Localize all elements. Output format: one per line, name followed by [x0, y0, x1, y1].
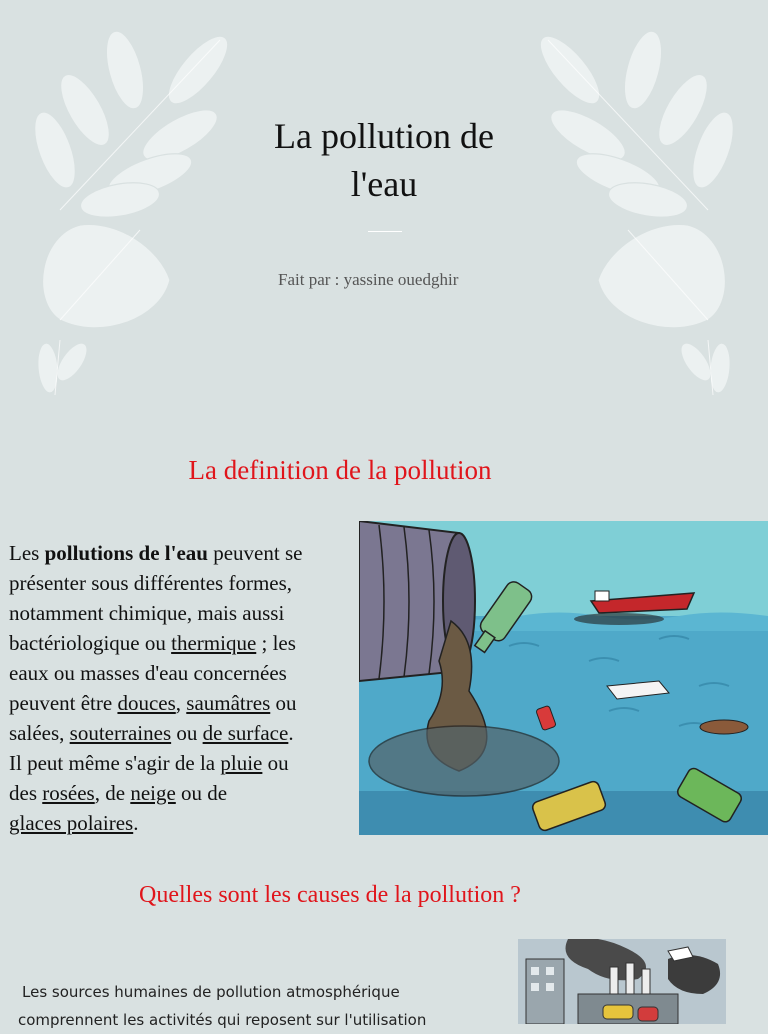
- leaf-branch-right-icon: [518, 0, 748, 410]
- text-run: .: [133, 811, 139, 835]
- text-run: ou: [270, 691, 297, 715]
- text-run: ou de: [175, 781, 228, 805]
- text-run: ou: [262, 751, 289, 775]
- causes-heading: Quelles sont les causes de la pollution ?: [139, 882, 521, 908]
- text-run: présenter sous différentes formes,: [9, 571, 293, 595]
- causes-line-2: comprennent les activités qui reposent sur l'utilisation: [18, 1011, 427, 1029]
- title-divider: [368, 231, 402, 232]
- text-run: salées,: [9, 721, 70, 745]
- text-run: ,: [175, 691, 187, 715]
- text-run: Les: [9, 541, 45, 565]
- text-run: ; les: [256, 631, 296, 655]
- author-line: [234, 270, 534, 290]
- page-title: [234, 112, 534, 208]
- title-line-1: La pollution de: [274, 116, 494, 156]
- text-run: peuvent être: [9, 691, 118, 715]
- text-run: Il peut même s'agir de la: [9, 751, 221, 775]
- text-run: , de: [94, 781, 131, 805]
- causes-line-1: Les sources humaines de pollution atmosphérique: [22, 983, 400, 1001]
- title-line-2: l'eau: [350, 164, 418, 204]
- link-douces[interactable]: douces: [117, 691, 176, 715]
- bold-term: pollutions de l'eau: [44, 541, 208, 565]
- definition-heading: La definition de la pollution: [188, 455, 492, 485]
- text-run: des: [9, 781, 43, 805]
- link-pluie[interactable]: pluie: [220, 751, 263, 775]
- link-rosees[interactable]: rosées: [42, 781, 95, 805]
- factory-smoke-illustration: [518, 939, 726, 1024]
- definition-paragraph: [9, 538, 357, 838]
- link-neige[interactable]: neige: [130, 781, 176, 805]
- text-run: ou: [171, 721, 203, 745]
- link-de-surface[interactable]: de surface: [202, 721, 289, 745]
- water-pollution-pipe-illustration: [359, 521, 768, 835]
- text-run: notamment chimique, mais aussi: [9, 601, 285, 625]
- text-run: eaux ou masses d'eau concernées: [9, 661, 287, 685]
- link-souterraines[interactable]: souterraines: [69, 721, 172, 745]
- link-thermique[interactable]: thermique: [171, 631, 257, 655]
- author-text: Fait par : yassine ouedghir: [278, 270, 459, 289]
- link-saumatres[interactable]: saumâtres: [186, 691, 271, 715]
- text-run: peuvent se: [207, 541, 303, 565]
- leaf-branch-left-icon: [20, 0, 250, 410]
- causes-paragraph: [18, 978, 488, 1034]
- text-run: bactériologique ou: [9, 631, 172, 655]
- link-glaces-polaires[interactable]: glaces polaires: [9, 811, 134, 835]
- text-run: .: [288, 721, 294, 745]
